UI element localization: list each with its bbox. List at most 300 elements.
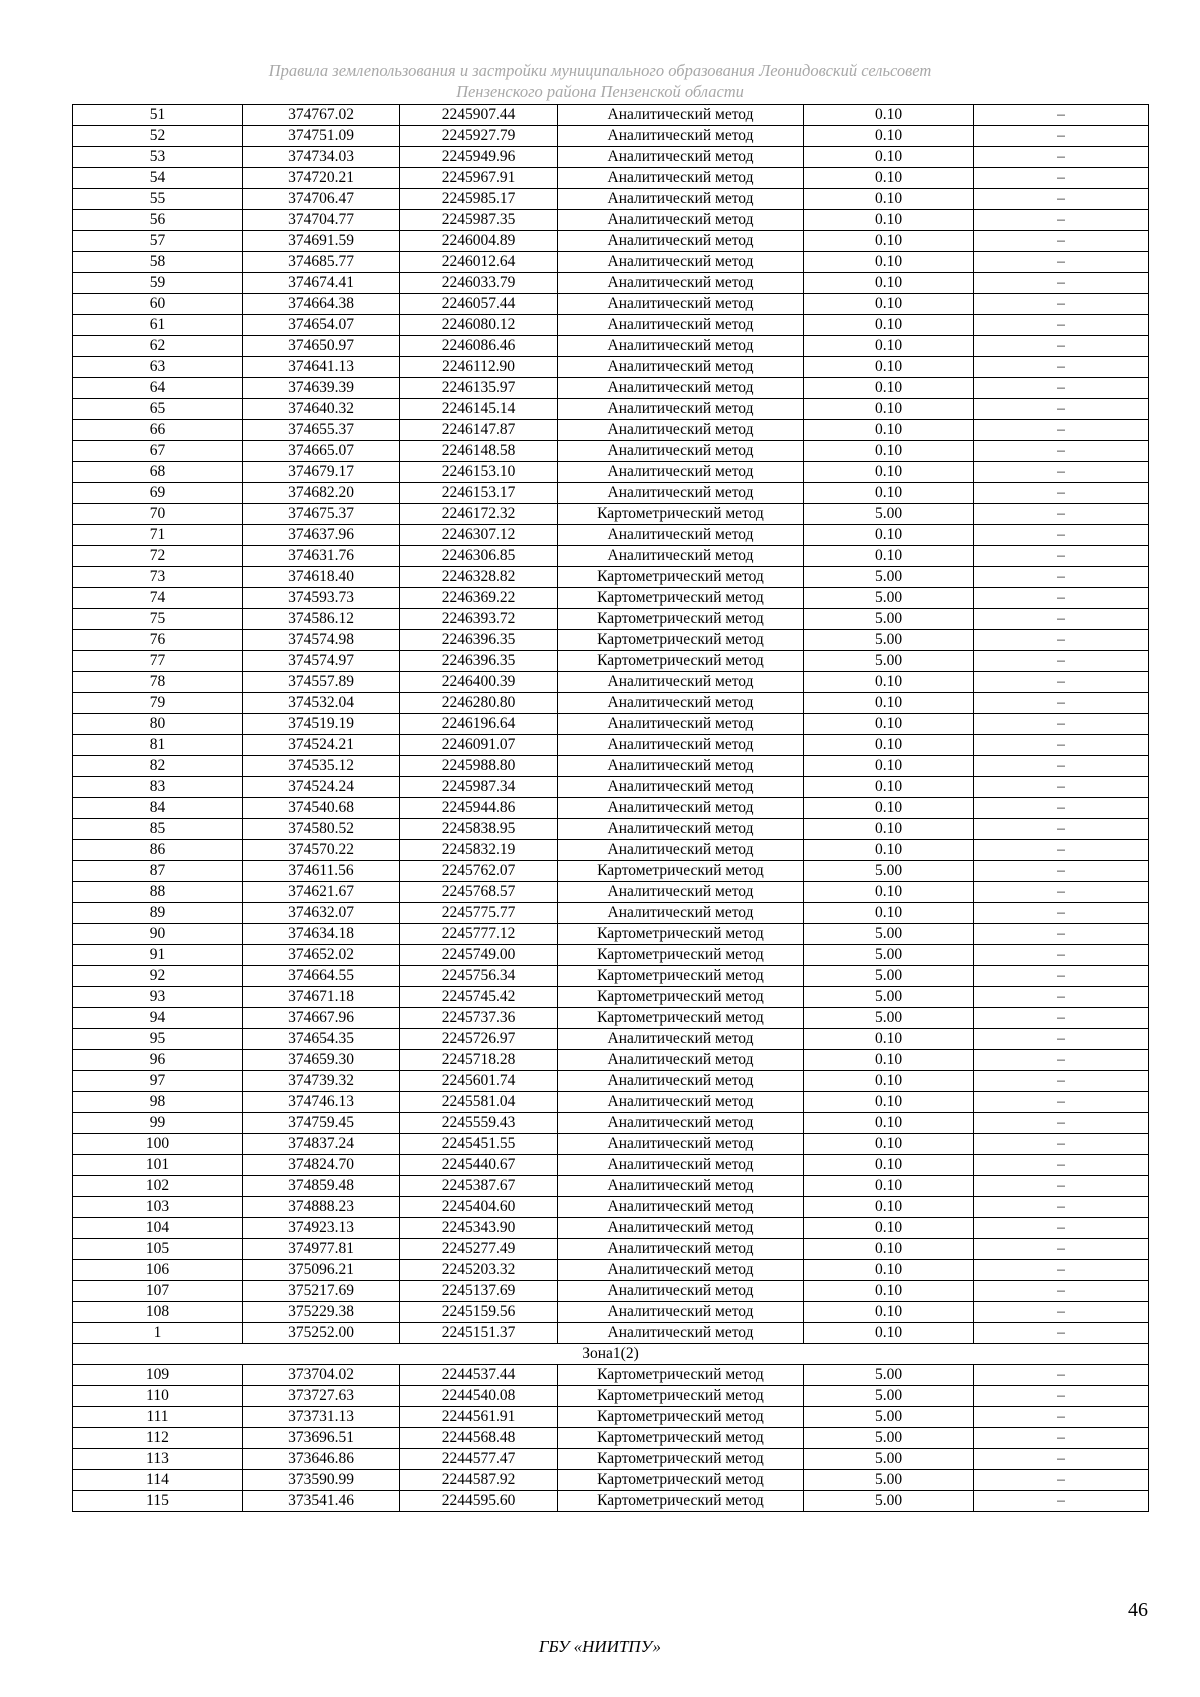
point-number-cell: 58 [73, 252, 243, 273]
method-cell: Аналитический метод [558, 546, 804, 567]
method-cell: Аналитический метод [558, 210, 804, 231]
y-coordinate-cell: 2245949.96 [400, 147, 558, 168]
point-number-cell: 115 [73, 1491, 243, 1512]
point-number-cell: 107 [73, 1281, 243, 1302]
description-cell: – [974, 1470, 1149, 1491]
x-coordinate-cell: 374751.09 [243, 126, 400, 147]
x-coordinate-cell: 374691.59 [243, 231, 400, 252]
x-coordinate-cell: 374650.97 [243, 336, 400, 357]
description-cell: – [974, 1386, 1149, 1407]
point-number-cell: 113 [73, 1449, 243, 1470]
description-cell: – [974, 273, 1149, 294]
description-cell: – [974, 210, 1149, 231]
x-coordinate-cell: 374611.56 [243, 861, 400, 882]
method-cell: Аналитический метод [558, 336, 804, 357]
point-number-cell: 81 [73, 735, 243, 756]
method-cell: Аналитический метод [558, 1218, 804, 1239]
accuracy-cell: 0.10 [804, 1218, 974, 1239]
description-cell: – [974, 609, 1149, 630]
method-cell: Аналитический метод [558, 1029, 804, 1050]
method-cell: Аналитический метод [558, 1134, 804, 1155]
table-row [73, 1323, 1149, 1344]
point-number-cell: 93 [73, 987, 243, 1008]
method-cell: Аналитический метод [558, 357, 804, 378]
point-number-cell: 72 [73, 546, 243, 567]
x-coordinate-cell: 374706.47 [243, 189, 400, 210]
table-row [73, 1239, 1149, 1260]
x-coordinate-cell: 374655.37 [243, 420, 400, 441]
x-coordinate-cell: 373731.13 [243, 1407, 400, 1428]
x-coordinate-cell: 374574.98 [243, 630, 400, 651]
description-cell: – [974, 147, 1149, 168]
method-cell: Аналитический метод [558, 1113, 804, 1134]
x-coordinate-cell: 374654.35 [243, 1029, 400, 1050]
y-coordinate-cell: 2245451.55 [400, 1134, 558, 1155]
accuracy-cell: 0.10 [804, 672, 974, 693]
accuracy-cell: 5.00 [804, 1008, 974, 1029]
x-coordinate-cell: 374621.67 [243, 882, 400, 903]
point-number-cell: 59 [73, 273, 243, 294]
x-coordinate-cell: 374667.96 [243, 1008, 400, 1029]
x-coordinate-cell: 374519.19 [243, 714, 400, 735]
y-coordinate-cell: 2245203.32 [400, 1260, 558, 1281]
point-number-cell: 98 [73, 1092, 243, 1113]
y-coordinate-cell: 2246057.44 [400, 294, 558, 315]
description-cell: – [974, 336, 1149, 357]
point-number-cell: 77 [73, 651, 243, 672]
running-header-line2: Пензенского района Пензенской области [456, 82, 744, 101]
description-cell: – [974, 1197, 1149, 1218]
y-coordinate-cell: 2245987.34 [400, 777, 558, 798]
y-coordinate-cell: 2246135.97 [400, 378, 558, 399]
accuracy-cell: 0.10 [804, 294, 974, 315]
description-cell: – [974, 1218, 1149, 1239]
point-number-cell: 51 [73, 105, 243, 126]
accuracy-cell: 0.10 [804, 819, 974, 840]
section-row [73, 1344, 1149, 1365]
y-coordinate-cell: 2245737.36 [400, 1008, 558, 1029]
accuracy-cell: 5.00 [804, 924, 974, 945]
x-coordinate-cell: 374557.89 [243, 672, 400, 693]
table-row [73, 147, 1149, 168]
method-cell: Аналитический метод [558, 1092, 804, 1113]
point-number-cell: 73 [73, 567, 243, 588]
y-coordinate-cell: 2246328.82 [400, 567, 558, 588]
accuracy-cell: 0.10 [804, 462, 974, 483]
table-row [73, 672, 1149, 693]
x-coordinate-cell: 374888.23 [243, 1197, 400, 1218]
table-row [73, 588, 1149, 609]
x-coordinate-cell: 374759.45 [243, 1113, 400, 1134]
accuracy-cell: 0.10 [804, 231, 974, 252]
accuracy-cell: 5.00 [804, 1365, 974, 1386]
x-coordinate-cell: 374664.55 [243, 966, 400, 987]
method-cell: Картометрический метод [558, 1470, 804, 1491]
y-coordinate-cell: 2245404.60 [400, 1197, 558, 1218]
method-cell: Аналитический метод [558, 315, 804, 336]
description-cell: – [974, 1092, 1149, 1113]
x-coordinate-cell: 374618.40 [243, 567, 400, 588]
accuracy-cell: 0.10 [804, 1029, 974, 1050]
accuracy-cell: 0.10 [804, 1281, 974, 1302]
x-coordinate-cell: 374671.18 [243, 987, 400, 1008]
accuracy-cell: 0.10 [804, 525, 974, 546]
point-number-cell: 76 [73, 630, 243, 651]
description-cell: – [974, 294, 1149, 315]
description-cell: – [974, 1491, 1149, 1512]
x-coordinate-cell: 375096.21 [243, 1260, 400, 1281]
table-row [73, 1155, 1149, 1176]
point-number-cell: 108 [73, 1302, 243, 1323]
x-coordinate-cell: 373541.46 [243, 1491, 400, 1512]
y-coordinate-cell: 2246145.14 [400, 399, 558, 420]
y-coordinate-cell: 2245601.74 [400, 1071, 558, 1092]
y-coordinate-cell: 2246153.17 [400, 483, 558, 504]
point-number-cell: 78 [73, 672, 243, 693]
y-coordinate-cell: 2245987.35 [400, 210, 558, 231]
accuracy-cell: 0.10 [804, 357, 974, 378]
description-cell: – [974, 231, 1149, 252]
x-coordinate-cell: 374704.77 [243, 210, 400, 231]
y-coordinate-cell: 2246148.58 [400, 441, 558, 462]
table-row [73, 378, 1149, 399]
x-coordinate-cell: 374923.13 [243, 1218, 400, 1239]
method-cell: Аналитический метод [558, 693, 804, 714]
description-cell: – [974, 1113, 1149, 1134]
point-number-cell: 66 [73, 420, 243, 441]
description-cell: – [974, 903, 1149, 924]
method-cell: Аналитический метод [558, 1323, 804, 1344]
method-cell: Аналитический метод [558, 840, 804, 861]
description-cell: – [974, 315, 1149, 336]
table-row [73, 1134, 1149, 1155]
accuracy-cell: 0.10 [804, 1092, 974, 1113]
point-number-cell: 94 [73, 1008, 243, 1029]
y-coordinate-cell: 2245745.42 [400, 987, 558, 1008]
method-cell: Картометрический метод [558, 504, 804, 525]
point-number-cell: 67 [73, 441, 243, 462]
x-coordinate-cell: 374586.12 [243, 609, 400, 630]
description-cell: – [974, 546, 1149, 567]
method-cell: Аналитический метод [558, 105, 804, 126]
x-coordinate-cell: 375229.38 [243, 1302, 400, 1323]
method-cell: Аналитический метод [558, 1260, 804, 1281]
accuracy-cell: 5.00 [804, 1428, 974, 1449]
description-cell: – [974, 504, 1149, 525]
footer-organization: ГБУ «НИИТПУ» [538, 1637, 662, 1656]
table-row [73, 1092, 1149, 1113]
x-coordinate-cell: 374593.73 [243, 588, 400, 609]
method-cell: Картометрический метод [558, 861, 804, 882]
accuracy-cell: 0.10 [804, 399, 974, 420]
point-number-cell: 103 [73, 1197, 243, 1218]
y-coordinate-cell: 2246153.10 [400, 462, 558, 483]
y-coordinate-cell: 2245967.91 [400, 168, 558, 189]
method-cell: Аналитический метод [558, 126, 804, 147]
description-cell: – [974, 756, 1149, 777]
table-row [73, 903, 1149, 924]
y-coordinate-cell: 2246280.80 [400, 693, 558, 714]
point-number-cell: 56 [73, 210, 243, 231]
point-number-cell: 57 [73, 231, 243, 252]
x-coordinate-cell: 374767.02 [243, 105, 400, 126]
accuracy-cell: 0.10 [804, 315, 974, 336]
point-number-cell: 85 [73, 819, 243, 840]
description-cell: – [974, 1239, 1149, 1260]
y-coordinate-cell: 2245277.49 [400, 1239, 558, 1260]
accuracy-cell: 0.10 [804, 1260, 974, 1281]
point-number-cell: 68 [73, 462, 243, 483]
x-coordinate-cell: 373727.63 [243, 1386, 400, 1407]
y-coordinate-cell: 2245777.12 [400, 924, 558, 945]
point-number-cell: 82 [73, 756, 243, 777]
table-row [73, 1029, 1149, 1050]
point-number-cell: 64 [73, 378, 243, 399]
method-cell: Аналитический метод [558, 1071, 804, 1092]
x-coordinate-cell: 374674.41 [243, 273, 400, 294]
y-coordinate-cell: 2244561.91 [400, 1407, 558, 1428]
method-cell: Аналитический метод [558, 168, 804, 189]
method-cell: Аналитический метод [558, 798, 804, 819]
table-row [73, 714, 1149, 735]
point-number-cell: 97 [73, 1071, 243, 1092]
point-number-cell: 65 [73, 399, 243, 420]
table-row [73, 1470, 1149, 1491]
point-number-cell: 84 [73, 798, 243, 819]
description-cell: – [974, 1050, 1149, 1071]
x-coordinate-cell: 373590.99 [243, 1470, 400, 1491]
accuracy-cell: 5.00 [804, 1470, 974, 1491]
method-cell: Картометрический метод [558, 588, 804, 609]
x-coordinate-cell: 374720.21 [243, 168, 400, 189]
x-coordinate-cell: 374977.81 [243, 1239, 400, 1260]
method-cell: Аналитический метод [558, 273, 804, 294]
point-number-cell: 63 [73, 357, 243, 378]
y-coordinate-cell: 2244577.47 [400, 1449, 558, 1470]
description-cell: – [974, 462, 1149, 483]
method-cell: Картометрический метод [558, 567, 804, 588]
running-header-line1: Правила землепользования и застройки муниципального образования Леонидовский сельсовет [268, 61, 932, 80]
coordinates-table [72, 104, 1149, 1512]
description-cell: – [974, 483, 1149, 504]
x-coordinate-cell: 374634.18 [243, 924, 400, 945]
description-cell: – [974, 987, 1149, 1008]
method-cell: Аналитический метод [558, 441, 804, 462]
table-row [73, 273, 1149, 294]
description-cell: – [974, 1008, 1149, 1029]
table-row [73, 1407, 1149, 1428]
table-row [73, 231, 1149, 252]
table-row [73, 1176, 1149, 1197]
method-cell: Аналитический метод [558, 777, 804, 798]
y-coordinate-cell: 2246306.85 [400, 546, 558, 567]
x-coordinate-cell: 374734.03 [243, 147, 400, 168]
section-title-cell: Зона1(2) [73, 1344, 1149, 1365]
x-coordinate-cell: 374535.12 [243, 756, 400, 777]
description-cell: – [974, 819, 1149, 840]
accuracy-cell: 5.00 [804, 609, 974, 630]
method-cell: Картометрический метод [558, 1407, 804, 1428]
table-row [73, 1260, 1149, 1281]
y-coordinate-cell: 2246080.12 [400, 315, 558, 336]
point-number-cell: 101 [73, 1155, 243, 1176]
table-row [73, 630, 1149, 651]
y-coordinate-cell: 2245832.19 [400, 840, 558, 861]
method-cell: Аналитический метод [558, 378, 804, 399]
method-cell: Аналитический метод [558, 189, 804, 210]
y-coordinate-cell: 2246012.64 [400, 252, 558, 273]
x-coordinate-cell: 374540.68 [243, 798, 400, 819]
description-cell: – [974, 588, 1149, 609]
method-cell: Аналитический метод [558, 819, 804, 840]
x-coordinate-cell: 374739.32 [243, 1071, 400, 1092]
description-cell: – [974, 525, 1149, 546]
x-coordinate-cell: 374659.30 [243, 1050, 400, 1071]
x-coordinate-cell: 374675.37 [243, 504, 400, 525]
y-coordinate-cell: 2244537.44 [400, 1365, 558, 1386]
method-cell: Аналитический метод [558, 399, 804, 420]
method-cell: Аналитический метод [558, 756, 804, 777]
table-row [73, 504, 1149, 525]
method-cell: Картометрический метод [558, 609, 804, 630]
x-coordinate-cell: 374632.07 [243, 903, 400, 924]
point-number-cell: 92 [73, 966, 243, 987]
accuracy-cell: 0.10 [804, 378, 974, 399]
method-cell: Картометрический метод [558, 1428, 804, 1449]
method-cell: Аналитический метод [558, 1197, 804, 1218]
method-cell: Аналитический метод [558, 1050, 804, 1071]
y-coordinate-cell: 2246147.87 [400, 420, 558, 441]
table-row [73, 882, 1149, 903]
accuracy-cell: 5.00 [804, 945, 974, 966]
method-cell: Аналитический метод [558, 483, 804, 504]
point-number-cell: 89 [73, 903, 243, 924]
point-number-cell: 96 [73, 1050, 243, 1071]
table-row [73, 483, 1149, 504]
accuracy-cell: 0.10 [804, 840, 974, 861]
table-row [73, 840, 1149, 861]
table-row [73, 798, 1149, 819]
accuracy-cell: 0.10 [804, 714, 974, 735]
y-coordinate-cell: 2245988.80 [400, 756, 558, 777]
y-coordinate-cell: 2246393.72 [400, 609, 558, 630]
y-coordinate-cell: 2245343.90 [400, 1218, 558, 1239]
table-row [73, 945, 1149, 966]
point-number-cell: 52 [73, 126, 243, 147]
point-number-cell: 60 [73, 294, 243, 315]
point-number-cell: 74 [73, 588, 243, 609]
method-cell: Картометрический метод [558, 1491, 804, 1512]
table-row [73, 609, 1149, 630]
table-row [73, 546, 1149, 567]
x-coordinate-cell: 374682.20 [243, 483, 400, 504]
description-cell: – [974, 630, 1149, 651]
table-row [73, 1281, 1149, 1302]
x-coordinate-cell: 373646.86 [243, 1449, 400, 1470]
y-coordinate-cell: 2244540.08 [400, 1386, 558, 1407]
description-cell: – [974, 693, 1149, 714]
point-number-cell: 102 [73, 1176, 243, 1197]
point-number-cell: 70 [73, 504, 243, 525]
description-cell: – [974, 966, 1149, 987]
x-coordinate-cell: 374532.04 [243, 693, 400, 714]
table-row [73, 168, 1149, 189]
point-number-cell: 75 [73, 609, 243, 630]
y-coordinate-cell: 2245927.79 [400, 126, 558, 147]
description-cell: – [974, 1365, 1149, 1386]
accuracy-cell: 5.00 [804, 1407, 974, 1428]
y-coordinate-cell: 2246033.79 [400, 273, 558, 294]
table-row [73, 1071, 1149, 1092]
point-number-cell: 105 [73, 1239, 243, 1260]
description-cell: – [974, 945, 1149, 966]
method-cell: Картометрический метод [558, 1365, 804, 1386]
description-cell: – [974, 735, 1149, 756]
description-cell: – [974, 1323, 1149, 1344]
x-coordinate-cell: 375217.69 [243, 1281, 400, 1302]
accuracy-cell: 0.10 [804, 147, 974, 168]
description-cell: – [974, 672, 1149, 693]
y-coordinate-cell: 2245838.95 [400, 819, 558, 840]
description-cell: – [974, 714, 1149, 735]
table-row [73, 126, 1149, 147]
y-coordinate-cell: 2245137.69 [400, 1281, 558, 1302]
x-coordinate-cell: 374574.97 [243, 651, 400, 672]
accuracy-cell: 0.10 [804, 1239, 974, 1260]
method-cell: Аналитический метод [558, 882, 804, 903]
y-coordinate-cell: 2245768.57 [400, 882, 558, 903]
table-row [73, 1050, 1149, 1071]
accuracy-cell: 0.10 [804, 1176, 974, 1197]
point-number-cell: 114 [73, 1470, 243, 1491]
description-cell: – [974, 882, 1149, 903]
description-cell: – [974, 924, 1149, 945]
description-cell: – [974, 1155, 1149, 1176]
accuracy-cell: 0.10 [804, 1302, 974, 1323]
x-coordinate-cell: 374746.13 [243, 1092, 400, 1113]
x-coordinate-cell: 374524.21 [243, 735, 400, 756]
accuracy-cell: 0.10 [804, 1071, 974, 1092]
y-coordinate-cell: 2245581.04 [400, 1092, 558, 1113]
method-cell: Картометрический метод [558, 924, 804, 945]
y-coordinate-cell: 2246196.64 [400, 714, 558, 735]
table-row [73, 525, 1149, 546]
description-cell: – [974, 1281, 1149, 1302]
method-cell: Картометрический метод [558, 1449, 804, 1470]
y-coordinate-cell: 2246396.35 [400, 651, 558, 672]
x-coordinate-cell: 374824.70 [243, 1155, 400, 1176]
accuracy-cell: 0.10 [804, 1323, 974, 1344]
y-coordinate-cell: 2246369.22 [400, 588, 558, 609]
y-coordinate-cell: 2245749.00 [400, 945, 558, 966]
accuracy-cell: 0.10 [804, 273, 974, 294]
table-row [73, 567, 1149, 588]
y-coordinate-cell: 2245944.86 [400, 798, 558, 819]
method-cell: Аналитический метод [558, 735, 804, 756]
x-coordinate-cell: 374654.07 [243, 315, 400, 336]
table-row [73, 336, 1149, 357]
point-number-cell: 100 [73, 1134, 243, 1155]
y-coordinate-cell: 2246172.32 [400, 504, 558, 525]
accuracy-cell: 5.00 [804, 1386, 974, 1407]
accuracy-cell: 0.10 [804, 735, 974, 756]
x-coordinate-cell: 374639.39 [243, 378, 400, 399]
accuracy-cell: 0.10 [804, 798, 974, 819]
point-number-cell: 61 [73, 315, 243, 336]
description-cell: – [974, 651, 1149, 672]
method-cell: Аналитический метод [558, 231, 804, 252]
point-number-cell: 55 [73, 189, 243, 210]
